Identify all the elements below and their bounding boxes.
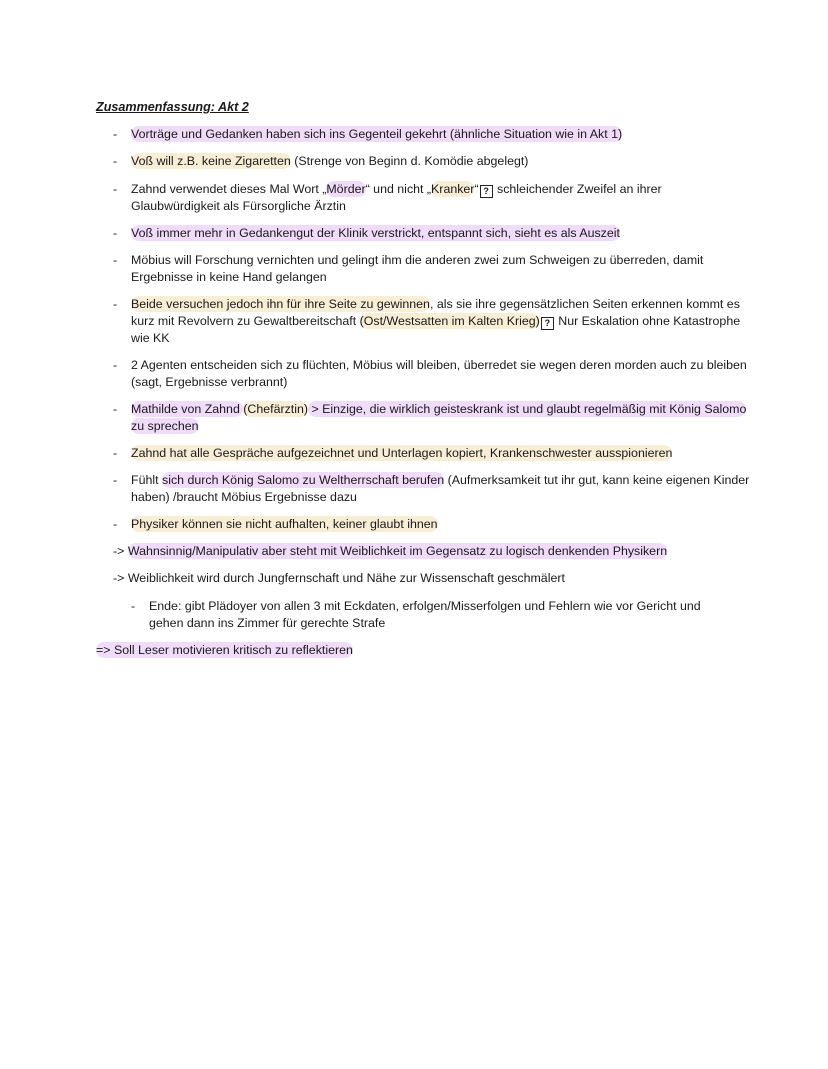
list-item xyxy=(113,357,753,391)
bullet-dash: - xyxy=(113,473,118,487)
highlighted-text: Mathilde von Zahnd xyxy=(131,402,244,416)
list-item xyxy=(113,126,753,143)
highlighted-text: sich durch König Salomo zu Weltherrschaft berufen xyxy=(162,473,445,487)
item-text: , als sie ihre gegensätzlichen Seiten erkennen kommt es kurz mit Revolvern zu Gewaltbereitschaft xyxy=(131,297,740,328)
arrow-text: Wahnsinnig/Manipulativ aber steht mit Weiblichkeit im Gegensatz zu logisch denkenden Physikern xyxy=(127,544,668,558)
list-item xyxy=(113,445,753,462)
item-text: Zahnd verwendet dieses Mal Wort „ xyxy=(131,182,327,196)
item-text: Möbius will Forschung vernichten und gelingt ihm die anderen zwei zum Schweigen zu überreden, damit Ergebnisse in keine Hand gelangen xyxy=(131,253,704,284)
list-item xyxy=(113,153,753,170)
arrow-note xyxy=(113,543,667,560)
item-text: (Strenge von Beginn d. Komödie abgelegt) xyxy=(290,154,529,168)
bullet-dash: - xyxy=(113,226,118,240)
missing-glyph-icon: ? xyxy=(480,185,493,198)
bullet-dash: - xyxy=(113,182,118,196)
bullet-dash: - xyxy=(113,517,118,531)
bullet-dash: - xyxy=(113,253,118,267)
highlighted-text: (Chefärztin) xyxy=(243,402,309,416)
arrow-text: Weiblichkeit wird durch Jungfernschaft und Nähe zur Wissenschaft geschmälert xyxy=(127,571,565,585)
sub-list-item xyxy=(131,598,731,632)
arrow-note xyxy=(113,570,565,587)
item-text: 2 Agenten entscheiden sich zu flüchten, Möbius will bleiben, überredet sie wegen deren morden auch zu bleiben (sagt, Ergebnisse verbrannt) xyxy=(131,358,747,389)
item-text: Vorträge und Gedanken haben sich ins Gegenteil gekehrt (ähnliche Situation wie in Akt 1) xyxy=(131,127,623,141)
item-text: schleichender Zweifel an ihrer Glaubwürdigkeit als Fürsorgliche Ärztin xyxy=(131,182,662,213)
item-text: Fühlt xyxy=(131,473,162,487)
list-item xyxy=(113,516,753,533)
conclusion xyxy=(96,642,353,659)
item-text: (Aufmerksamkeit tut ihr gut, kann keine eigenen Kinder haben) /braucht Möbius Ergebnisse dazu xyxy=(131,473,750,504)
highlighted-word: Kranker xyxy=(431,182,475,196)
highlighted-text: (Ost/Westsatten im Kalten Krieg) xyxy=(359,314,540,328)
highlighted-word: Mörder xyxy=(326,182,366,196)
highlighted-text: > Einzige, die wirklich geisteskrank ist und glaubt regelmäßig mit König Salomo zu sprechen xyxy=(131,402,747,433)
list-item xyxy=(113,296,753,347)
item-text: Voß immer mehr in Gedankengut der Klinik verstrickt, entspannt sich, sieht es als Auszeit xyxy=(131,226,620,240)
bullet-dash: - xyxy=(113,127,118,141)
list-item xyxy=(113,225,753,242)
item-text: “ xyxy=(474,182,479,196)
item-text: Zahnd hat alle Gespräche aufgezeichnet und Unterlagen kopiert, Krankenschwester ausspionieren xyxy=(131,446,673,460)
missing-glyph-icon: ? xyxy=(541,317,554,330)
bullet-dash: - xyxy=(113,154,118,168)
list-item xyxy=(113,252,753,286)
conclusion-text: Soll Leser motivieren kritisch zu reflektieren xyxy=(113,643,353,657)
bullet-dash: - xyxy=(113,297,118,311)
highlighted-text: Voß will z.B. keine Zigaretten xyxy=(131,154,291,168)
bullet-dash: - xyxy=(113,446,118,460)
item-text: Physiker können sie nicht aufhalten, keiner glaubt ihnen xyxy=(131,517,438,531)
bullet-dash: - xyxy=(113,402,118,416)
highlighted-text: Beide versuchen jedoch ihn für ihre Seite zu gewinnen xyxy=(131,297,430,311)
item-text: Ende: gibt Plädoyer von allen 3 mit Eckdaten, erfolgen/Misserfolgen und Fehlern wie vor Gericht und gehen dann ins Zimmer für gerechte Strafe xyxy=(149,599,701,630)
list-item xyxy=(113,401,753,435)
arrow-marker: -> xyxy=(113,544,125,558)
bullet-dash: - xyxy=(113,358,118,372)
conclusion-marker: => xyxy=(96,643,111,657)
item-text: Nur Eskalation ohne Katastrophe wie KK xyxy=(131,314,741,345)
item-text: “ und nicht „ xyxy=(365,182,432,196)
page-title: Zusammenfassung: Akt 2 xyxy=(96,100,249,114)
arrow-marker: -> xyxy=(113,571,125,585)
list-item xyxy=(113,472,753,506)
list-item xyxy=(113,181,753,215)
bullet-dash: - xyxy=(131,599,136,613)
